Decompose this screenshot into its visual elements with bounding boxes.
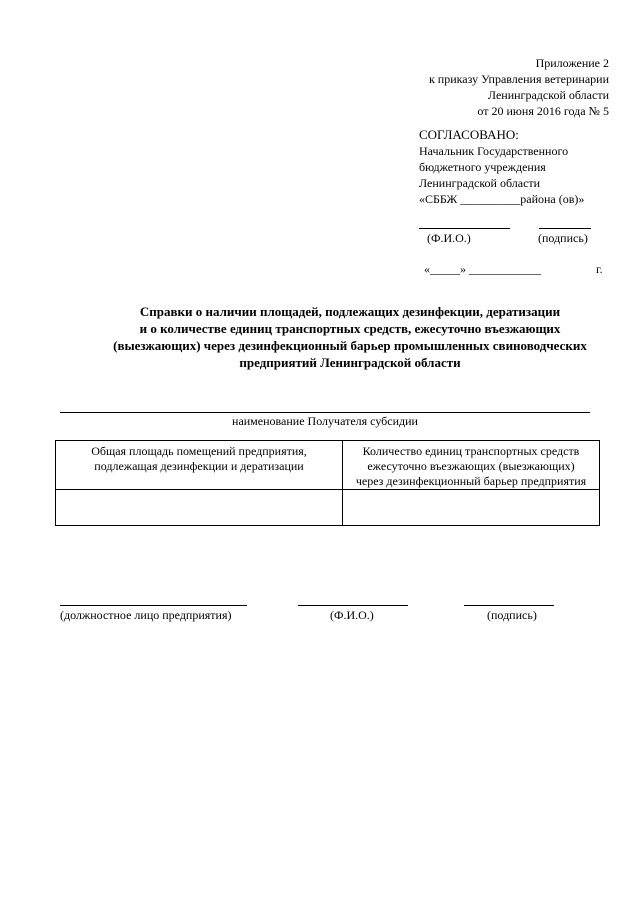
appendix-line: от 20 июня 2016 года № 5: [477, 104, 609, 118]
approval-fio-label: (Ф.И.О.): [427, 231, 471, 245]
approval-signature-label: (подпись): [538, 231, 588, 245]
recipient-caption: наименование Получателя субсидии: [232, 414, 418, 428]
approval-year-suffix: г.: [596, 262, 603, 276]
signature-line: [464, 605, 554, 606]
approval-date-line: «_____» ____________: [424, 262, 541, 276]
approval-block: [419, 127, 584, 207]
table-header-vehicles: Количество единиц транспортных средств ежесуточно въезжающих (выезжающих) через дезинфекционный барьер предприятия: [343, 441, 600, 490]
appendix-line: к приказу Управления ветеринарии: [428, 72, 609, 86]
table-cell-area[interactable]: [56, 490, 343, 526]
title-line: Справки о наличии площадей, подлежащих дезинфекции, дератизации: [139, 304, 561, 319]
data-table: [55, 440, 600, 526]
table-header-row: [56, 441, 600, 490]
recipient-name-line: [60, 412, 590, 413]
approval-signature-line: [539, 228, 591, 229]
fio-signature-line: [298, 605, 408, 606]
signature-label: (подпись): [487, 608, 537, 622]
title-line: предприятий Ленинградской области: [239, 355, 461, 370]
table-header-area: Общая площадь помещений предприятия, подлежащая дезинфекции и дератизации: [56, 441, 343, 490]
appendix-line: Приложение 2: [535, 56, 609, 70]
fio-label: (Ф.И.О.): [330, 608, 374, 622]
approval-line: Ленинградской области: [419, 176, 541, 190]
appendix-block: [429, 55, 609, 119]
approval-line: Начальник Государственного: [419, 144, 569, 158]
approval-line: «СББЖ __________района (ов)»: [419, 192, 585, 206]
document-title: [60, 303, 640, 371]
approval-line: бюджетного учреждения: [419, 160, 546, 174]
appendix-line: Ленинградской области: [487, 88, 609, 102]
approval-fio-line: [419, 228, 510, 229]
table-cell-vehicles[interactable]: [343, 490, 600, 526]
official-signature-line: [60, 605, 247, 606]
table-row: [56, 490, 600, 526]
title-line: и о количестве единиц транспортных средств, ежесуточно въезжающих: [139, 321, 561, 336]
approval-heading: СОГЛАСОВАНО:: [419, 127, 519, 142]
official-label: (должностное лицо предприятия): [60, 608, 232, 622]
title-line: (выезжающих) через дезинфекционный барьер промышленных свиноводческих: [113, 338, 587, 353]
